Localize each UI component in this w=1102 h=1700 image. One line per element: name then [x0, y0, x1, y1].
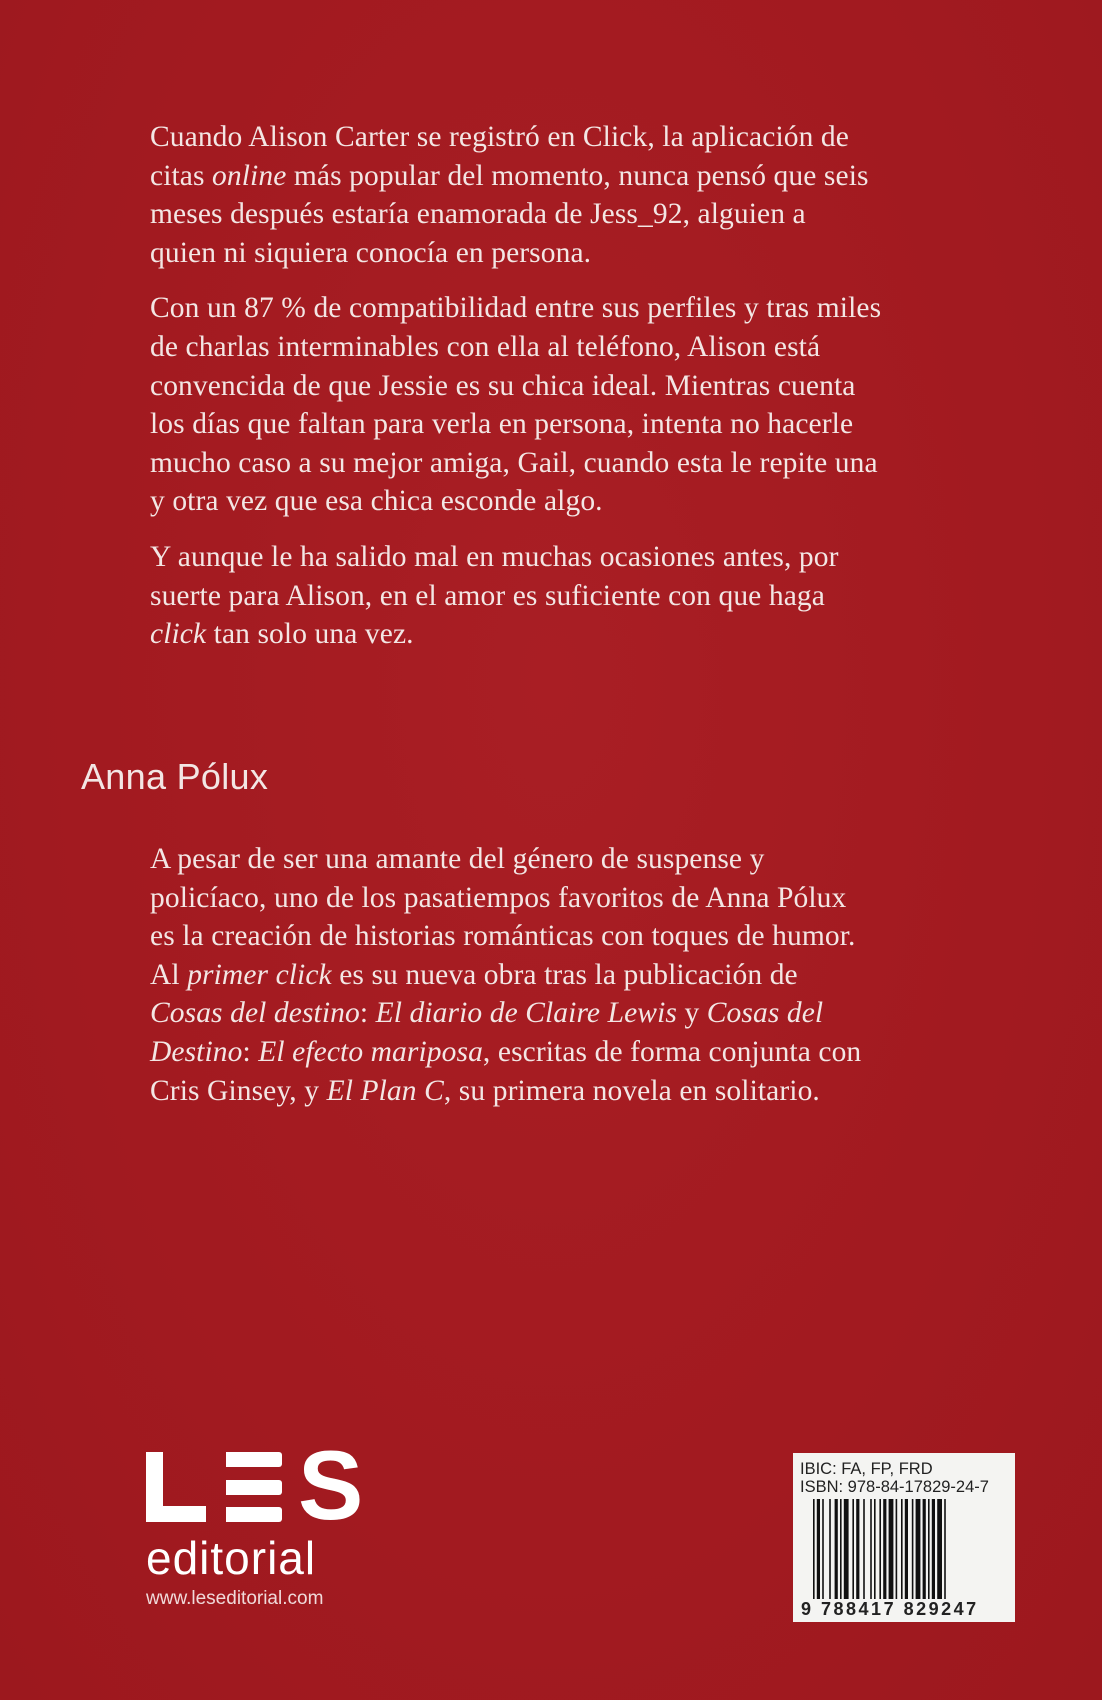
text-segment: es la creación de historias románticas con toques de humor.: [150, 920, 856, 953]
text-line: [150, 840, 1050, 879]
text-segment: policíaco, uno de los pasatiempos favoritos de Anna Pólux: [150, 881, 847, 914]
barcode-bar: [932, 1499, 935, 1599]
text-line: [150, 444, 1050, 483]
italic-text: online: [212, 159, 287, 192]
text-line: [150, 367, 1050, 406]
paragraph: [150, 289, 1050, 521]
text-line: [150, 118, 1050, 157]
barcode-bar: [896, 1499, 898, 1599]
barcode-bar: [923, 1499, 926, 1599]
barcode-bar: [813, 1499, 815, 1599]
text-segment: :: [242, 1035, 259, 1068]
italic-text: Cosas del destino: [150, 997, 360, 1030]
barcode-bar: [879, 1499, 881, 1599]
paragraph: [150, 118, 1050, 272]
text-line: [150, 289, 1050, 328]
text-segment: Con un 87 % de compatibilidad entre sus perfiles y tras miles: [150, 292, 882, 325]
text-line: [150, 482, 1050, 521]
text-segment: , su primera novela en solitario.: [443, 1074, 820, 1107]
text-line: [150, 405, 1050, 444]
italic-text: click: [150, 618, 207, 651]
italic-text: El diario de Claire Lewis: [375, 997, 677, 1030]
barcode-bar: [817, 1499, 820, 1599]
text-line: [150, 615, 1050, 654]
barcode-bar: [937, 1499, 942, 1599]
barcode-bar: [844, 1499, 849, 1599]
text-line: [150, 577, 1050, 616]
barcode-bar: [863, 1499, 865, 1599]
barcode-bar: [852, 1499, 854, 1599]
text-segment: y: [676, 997, 707, 1030]
text-segment: Cuando Alison Carter se registró en Click, la aplicación de: [150, 121, 849, 153]
text-segment: , escritas de forma conjunta con: [482, 1035, 862, 1068]
barcode-bar: [856, 1499, 859, 1599]
barcode-bar: [905, 1499, 908, 1599]
barcode-bar: [901, 1499, 903, 1599]
text-line: [150, 195, 1050, 234]
text-line: [150, 1072, 1050, 1111]
barcode-bar: [944, 1499, 946, 1599]
text-segment: más popular del momento, nunca pensó que seis: [286, 159, 869, 192]
italic-text: primer click: [187, 958, 332, 991]
synopsis: [150, 118, 1050, 671]
text-line: [150, 956, 1050, 995]
text-segment: Al: [150, 958, 188, 991]
les-logo-mark: S: [146, 1450, 386, 1522]
text-segment: es su nueva obra tras la publicación de: [331, 958, 798, 991]
text-segment: de charlas interminables con ella al teléfono, Alison está: [150, 330, 821, 363]
author-name-heading: Anna Pólux: [81, 756, 269, 797]
text-line: [150, 879, 1050, 918]
italic-text: Destino: [150, 1035, 243, 1068]
text-segment: Cris Ginsey, y: [150, 1074, 327, 1107]
publisher-url: www.leseditorial.com: [146, 1588, 324, 1609]
text-line: [150, 538, 1050, 577]
barcode-bar: [870, 1499, 872, 1599]
text-line: [150, 994, 1050, 1033]
text-segment: mucho caso a su mejor amiga, Gail, cuando esta le repite una: [150, 446, 878, 479]
italic-text: El efecto mariposa: [258, 1035, 483, 1068]
barcode-bar: [912, 1499, 914, 1599]
barcode-bar: [889, 1499, 894, 1599]
text-segment: suerte para Alison, en el amor es suficiente con que haga: [150, 579, 825, 612]
paragraph: [150, 538, 1050, 654]
text-segment: tan solo una vez.: [206, 618, 414, 651]
text-line: [150, 328, 1050, 367]
ibic-codes: IBIC: FA, FP, FRD: [800, 1460, 933, 1478]
text-line: [150, 1033, 1050, 1072]
barcode-bar: [874, 1499, 876, 1599]
barcode-bar: [928, 1499, 930, 1599]
italic-text: El Plan C: [326, 1074, 444, 1107]
barcode-bar: [822, 1499, 824, 1599]
text-line: [150, 157, 1050, 196]
paragraph: [150, 840, 1050, 1110]
text-segment: quien ni siquiera conocía en persona.: [150, 236, 592, 269]
publisher-logo: [146, 1430, 386, 1610]
barcode-bar: [835, 1499, 838, 1599]
text-segment: convencida de que Jessie es su chica ideal. Mientras cuenta: [150, 369, 856, 402]
isbn-barcode: [793, 1453, 1015, 1622]
barcode-bar: [883, 1499, 886, 1599]
text-line: [150, 234, 1050, 273]
text-segment: Y aunque le ha salido mal en muchas ocasiones antes, por: [150, 540, 839, 573]
isbn-number: ISBN: 978-84-17829-24-7: [800, 1478, 989, 1496]
italic-text: Cosas del: [706, 997, 824, 1030]
author-bio: [150, 840, 1050, 1127]
barcode-digits: 9 788417 829247: [801, 1599, 979, 1619]
text-segment: citas: [150, 159, 213, 192]
barcode-bar: [916, 1499, 921, 1599]
text-segment: y otra vez que esa chica esconde algo.: [150, 485, 603, 518]
barcode-bar: [840, 1499, 842, 1599]
text-segment: :: [359, 997, 376, 1030]
barcode-bar: [829, 1499, 831, 1599]
publisher-name: editorial: [146, 1532, 317, 1584]
text-segment: meses después estaría enamorada de Jess_92, alguien a: [150, 198, 806, 231]
text-line: [150, 917, 1050, 956]
text-segment: los días que faltan para verla en persona, intenta no hacerle: [150, 408, 854, 441]
text-segment: A pesar de ser una amante del género de suspense y: [150, 843, 765, 875]
